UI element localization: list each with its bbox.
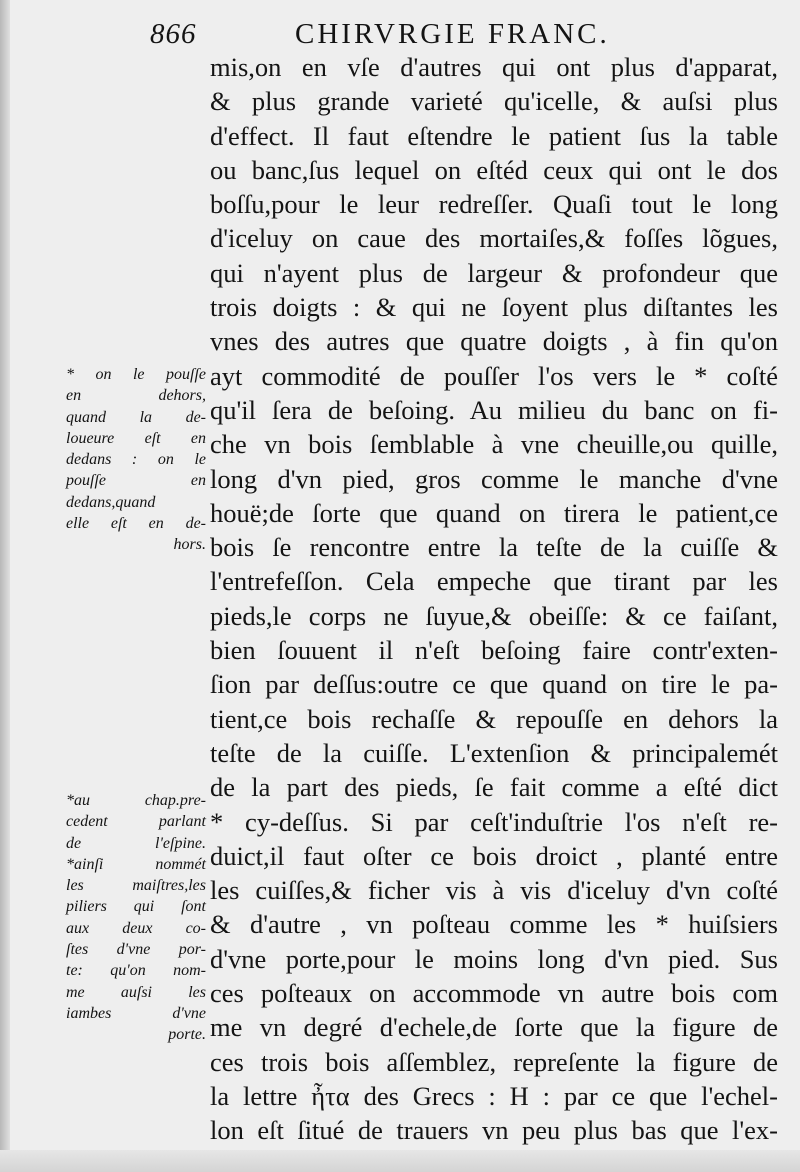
margin-note-line: elle eſt en de- <box>66 515 206 533</box>
text-line: les cuiſſes,& ficher vis à vis d'iceluy d'vn coſté <box>210 875 778 906</box>
running-head: CHIRVRGIE FRANC. <box>295 18 610 50</box>
body-text <box>210 50 778 1172</box>
text-line: houë;de ſorte que quand on tirera le patient,ce <box>210 497 778 528</box>
margin-note-line: *ainſi nommét <box>66 855 206 873</box>
margin-note-line: me auſsi les <box>66 983 206 1001</box>
margin-note-line: dedans : on le <box>66 451 206 469</box>
margin-note-line: dedans,quand <box>66 493 156 511</box>
text-line: d'effect. Il faut eſtendre le patient ſus la table <box>210 120 778 151</box>
text-line: tient,ce bois rechaſſe & repouſſe en dehors la <box>210 703 778 734</box>
text-line: vnes des autres que quatre doigts , à fin qu'on <box>210 326 778 357</box>
text-line: me vn degré d'echele,de ſorte que la figure de <box>210 1012 778 1043</box>
margin-note-line: hors. <box>173 536 206 554</box>
text-line: ou banc,ſus lequel on eſtéd ceux qui ont le dos <box>210 154 778 185</box>
text-line: bois ſe rencontre entre la teſte de la cuiſſe & <box>210 532 778 563</box>
text-line: & plus grande varieté qu'icelle, & auſsi plus <box>210 86 778 117</box>
margin-note-line: *au chap.pre- <box>66 792 206 809</box>
page-bottom-edge <box>0 1150 800 1172</box>
text-line: ayt commodité de pouſſer l'os vers le * coſté <box>210 360 778 391</box>
page-gutter-shadow <box>0 0 10 1172</box>
text-line: ſion par deſſus:outre ce que quand on tire le pa- <box>210 669 778 700</box>
text-line: che vn bois ſemblable à vne cheuille,ou quille, <box>210 429 778 460</box>
text-line: qui n'ayent plus de largeur & profondeur que <box>210 257 778 288</box>
text-line: boſſu,pour le leur redreſſer. Quaſi tout le long <box>210 189 778 220</box>
text-line: d'vne porte,pour le moins long d'vn pied. Sus <box>210 943 778 974</box>
text-line: bien ſouuent il n'eſt beſoing faire contr'exten- <box>210 635 778 666</box>
text-line: d'iceluy on caue des mortaiſes,& foſſes lõgues, <box>210 223 778 254</box>
text-line: pieds,le corps ne ſuyue,& obeiſſe: & ce faiſant, <box>210 600 778 631</box>
margin-note-line: iambes d'vne <box>66 1004 206 1022</box>
text-line: & d'autre , vn poſteau comme les * huiſsiers <box>210 909 778 940</box>
text-line: long d'vn pied, gros comme le manche d'vne <box>210 463 778 494</box>
text-line: la lettre ἦτα des Grecs : H : par ce que l'echel- <box>210 1080 778 1111</box>
margin-note-line: piliers qui ſont <box>66 898 206 916</box>
margin-note-line: ſtes d'vne por- <box>66 941 206 959</box>
margin-note-line: porte. <box>168 1026 206 1044</box>
text-line: teſte de la cuiſſe. L'extenſion & principalemét <box>210 737 778 768</box>
margin-note-line: te: qu'on nom- <box>66 962 206 980</box>
text-line: mis,on en vſe d'autres qui ont plus d'apparat, <box>210 52 778 82</box>
margin-note-line: cedent parlant <box>66 813 206 831</box>
text-line: trois doigts : & qui ne ſoyent plus diſtantes les <box>210 292 778 323</box>
margin-note-line: les maiſtres,les <box>66 877 206 895</box>
margin-note-line: loueure eſt en <box>66 429 206 447</box>
margin-note-line: aux deux co- <box>66 919 206 937</box>
text-line: l'entrefeſſon. Cela empeche que tirant par les <box>210 566 778 597</box>
margin-note-line: de l'eſpine. <box>66 834 206 852</box>
text-line: de la part des pieds, ſe fait comme a eſté dict <box>210 772 778 803</box>
margin-note-line: pouſſe en <box>66 472 206 490</box>
margin-note-outward-push <box>66 364 206 556</box>
text-line: qu'il ſera de beſoing. Au milieu du banc on fi- <box>210 394 778 425</box>
margin-note-chapter-reference <box>66 790 206 1046</box>
text-line: duict,il faut oſter ce bois droict , planté entre <box>210 840 778 871</box>
text-line: lon eſt ſitué de trauers vn peu plus bas que l'ex- <box>210 1115 778 1146</box>
text-line: ces poſteaux on accommode vn autre bois com <box>210 978 778 1009</box>
page-number: 866 <box>150 18 197 50</box>
text-line: * cy-deſſus. Si par ceſt'induſtrie l'os n'eſt re- <box>210 806 778 837</box>
margin-note-line: * on le pouſſe <box>66 366 206 383</box>
margin-note-line: quand la de- <box>66 408 206 426</box>
text-line: ces trois bois aſſemblez, repreſente la figure de <box>210 1046 778 1077</box>
margin-note-line: en dehors, <box>66 387 206 405</box>
